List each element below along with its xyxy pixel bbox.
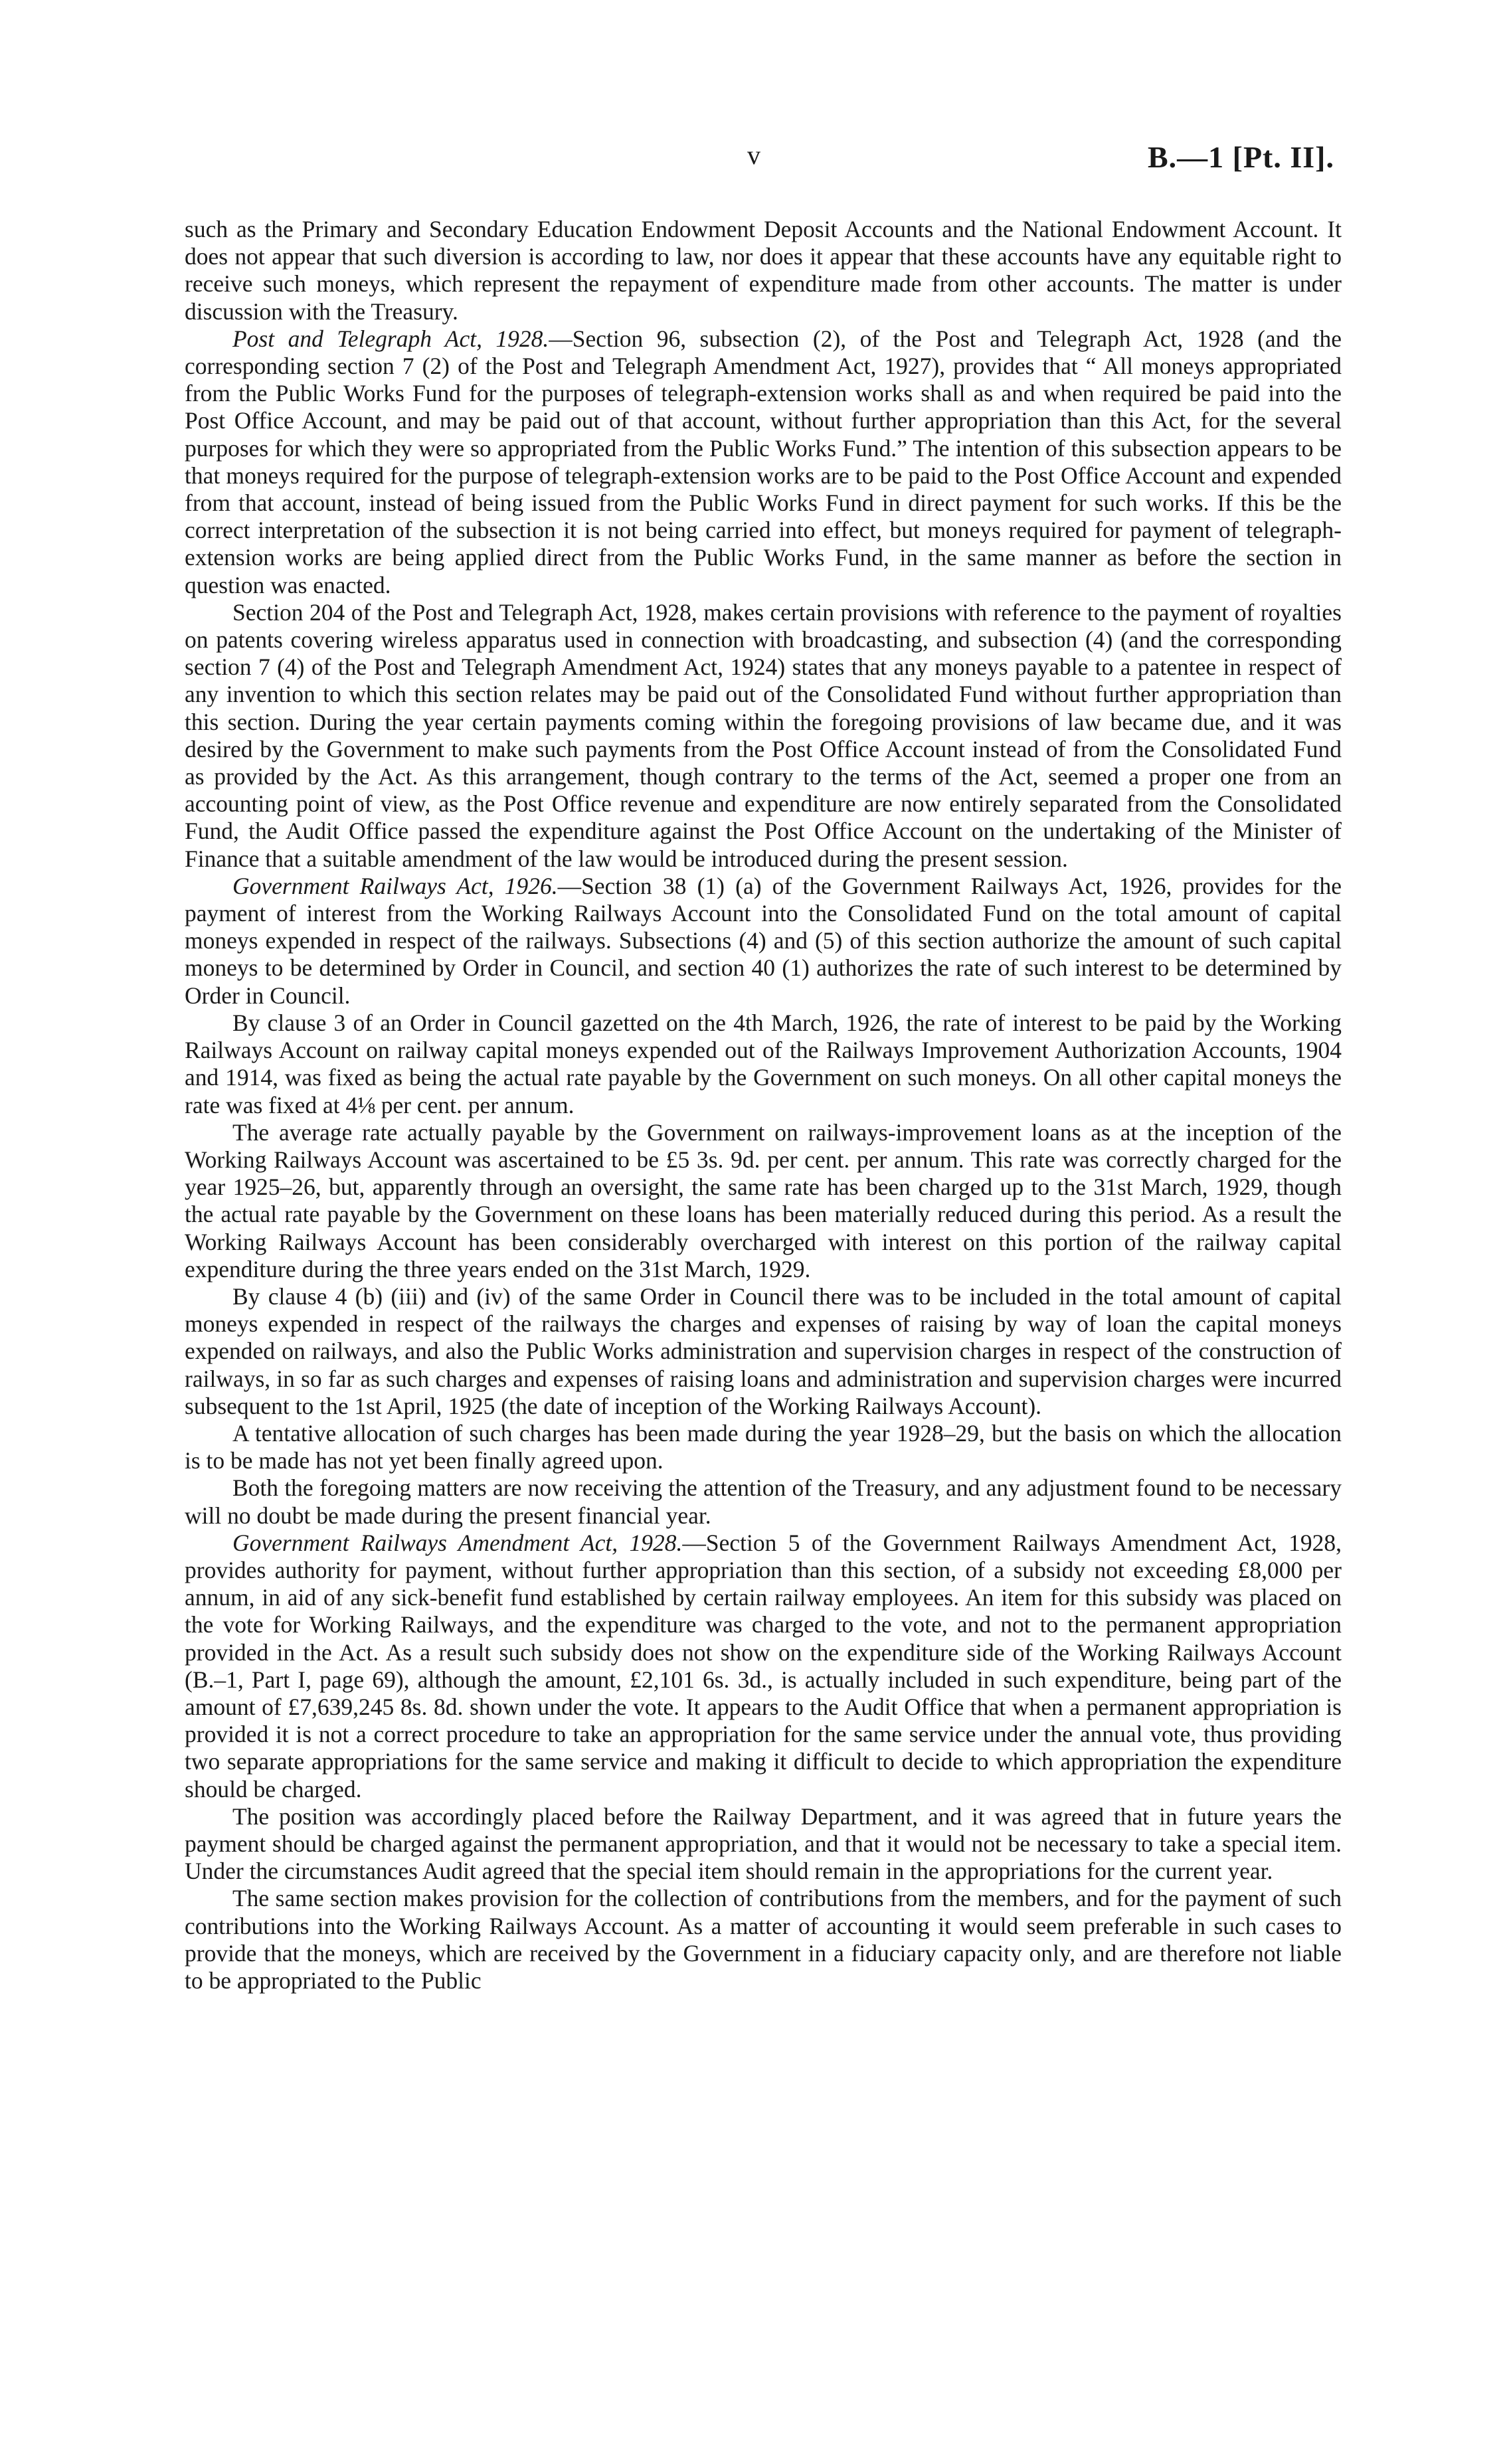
paragraph: The position was accordingly placed before the Railway Department, and it was agreed that in future years the payment should be charged against the permanent appropriation, and that it would not be necessary to take a special item. Under the circumstances Audit agreed that the special item should remain in the appropriations for the current year.	[185, 1803, 1342, 1885]
paragraph: Government Railways Amendment Act, 1928.—Section 5 of the Government Railways Amendment Act, 1928, provides authority for payment, without further appropriation than this section, of a subsidy not exceeding £8,000 per annum, in aid of any sick-benefit fund established by certain railway employees. An item for this subsidy was placed on the vote for Working Railways, and the expenditure was charged to the vote, and not to the permanent appropriation provided in the Act. As a result such subsidy does not show on the expenditure side of the Working Railways Account (B.–1, Part I, page 69), although the amount, £2,101 6s. 3d., is actually included in such expenditure, being part of the amount of £7,639,245 8s. 8d. shown under the vote. It appears to the Audit Office that when a permanent appropriation is provided it is not a correct procedure to take an appropriation for the same service under the annual vote, thus providing two separate appropriations for the same service and making it difficult to decide to which appropriation the expenditure should be charged.	[185, 1529, 1342, 1803]
section-heading: Government Railways Amendment Act, 1928.	[232, 1529, 683, 1556]
paragraph: such as the Primary and Secondary Education Endowment Deposit Accounts and the National Endowment Account. It does not appear that such diversion is according to law, nor does it appear that these accounts have any equitable right to receive such moneys, which represent the repayment of expenditure made from other accounts. The matter is under discussion with the Treasury.	[185, 216, 1342, 325]
document-reference: B.—1 [Pt. II].	[1147, 140, 1334, 174]
paragraph: By clause 4 (b) (iii) and (iv) of the same Order in Council there was to be included in the total amount of capital moneys expended in respect of the railways the charges and expenses of raising by way of loan the capital moneys expended on railways, and also the Public Works administration and supervision charges in respect of the construction of railways, in so far as such charges and expenses of raising loans and administration and supervision charges were incurred subsequent to the 1st April, 1925 (the date of inception of the Working Railways Account).	[185, 1282, 1342, 1419]
paragraph: The same section makes provision for the collection of contributions from the members, and for the payment of such contributions into the Working Railways Account. As a matter of accounting it would seem preferable in such cases to provide that the moneys, which are received by the Government in a fiduciary capacity only, and are therefore not liable to be appropriated to the Public	[185, 1885, 1342, 1994]
body-text	[185, 216, 1342, 1994]
paragraph: A tentative allocation of such charges has been made during the year 1928–29, but the basis on which the allocation is to be made has not yet been finally agreed upon.	[185, 1419, 1342, 1474]
paragraph: Government Railways Act, 1926.—Section 38 (1) (a) of the Government Railways Act, 1926, provides for the payment of interest from the Working Railways Account into the Consolidated Fund on the total amount of capital moneys expended in respect of the railways. Subsections (4) and (5) of this section authorize the amount of such capital moneys to be determined by Order in Council, and section 40 (1) authorizes the rate of such interest to be determined by Order in Council.	[185, 872, 1342, 1009]
page-header	[0, 139, 1507, 186]
paragraph: Both the foregoing matters are now receiving the attention of the Treasury, and any adjustment found to be necessary will no doubt be made during the present financial year.	[185, 1474, 1342, 1529]
paragraph: The average rate actually payable by the Government on railways-improvement loans as at the inception of the Working Railways Account was ascertained to be £5 3s. 9d. per cent. per annum. This rate was correctly charged for the year 1925–26, but, apparently through an oversight, the same rate has been charged up to the 31st March, 1929, though the actual rate payable by the Government on these loans has been materially reduced during this period. As a result the Working Railways Account has been considerably overcharged with interest on this portion of the railway capital expenditure during the three years ended on the 31st March, 1929.	[185, 1118, 1342, 1282]
paragraph: By clause 3 of an Order in Council gazetted on the 4th March, 1926, the rate of interest to be paid by the Working Railways Account on railway capital moneys expended out of the Railways Improvement Authorization Accounts, 1904 and 1914, was fixed as being the actual rate payable by the Government on such moneys. On all other capital moneys the rate was fixed at 4⅛ per cent. per annum.	[185, 1009, 1342, 1118]
paragraph: Section 204 of the Post and Telegraph Act, 1928, makes certain provisions with reference to the payment of royalties on patents covering wireless apparatus used in connection with broadcasting, and subsection (4) (and the corresponding section 7 (4) of the Post and Telegraph Amendment Act, 1924) states that any moneys payable to a patentee in respect of any invention to which this section relates may be paid out of the Consolidated Fund without further appropriation than this section. During the year certain payments coming within the foregoing provisions of law became due, and it was desired by the Government to make such payments from the Post Office Account instead of from the Consolidated Fund as provided by the Act. As this arrangement, though contrary to the terms of the Act, seemed a proper one from an accounting point of view, as the Post Office revenue and expenditure are now entirely separated from the Consolidated Fund, the Audit Office passed the expenditure against the Post Office Account on the undertaking of the Minister of Finance that a suitable amendment of the law would be introduced during the present session.	[185, 598, 1342, 872]
section-heading: Post and Telegraph Act, 1928.	[232, 325, 549, 352]
section-heading: Government Railways Act, 1926.	[232, 872, 558, 899]
paragraph: Post and Telegraph Act, 1928.—Section 96, subsection (2), of the Post and Telegraph Act, 1928 (and the corresponding section 7 (2) of the Post and Telegraph Amendment Act, 1927), provides that “ All moneys appropriated from the Public Works Fund for the purposes of telegraph-extension works shall as and when required be paid into the Post Office Account, and may be paid out of that account, without further appropriation than this Act, for the several purposes for which they were so appropriated from the Public Works Fund.” The intention of this subsection appears to be that moneys required for the purpose of telegraph-extension works are to be paid to the Post Office Account and expended from that account, instead of being issued from the Public Works Fund in direct payment for such works. If this be the correct interpretation of the subsection it is not being carried into effect, but moneys required for payment of telegraph-extension works are being applied direct from the Public Works Fund, in the same manner as before the section in question was enacted.	[185, 325, 1342, 598]
page-number: v	[747, 140, 760, 170]
